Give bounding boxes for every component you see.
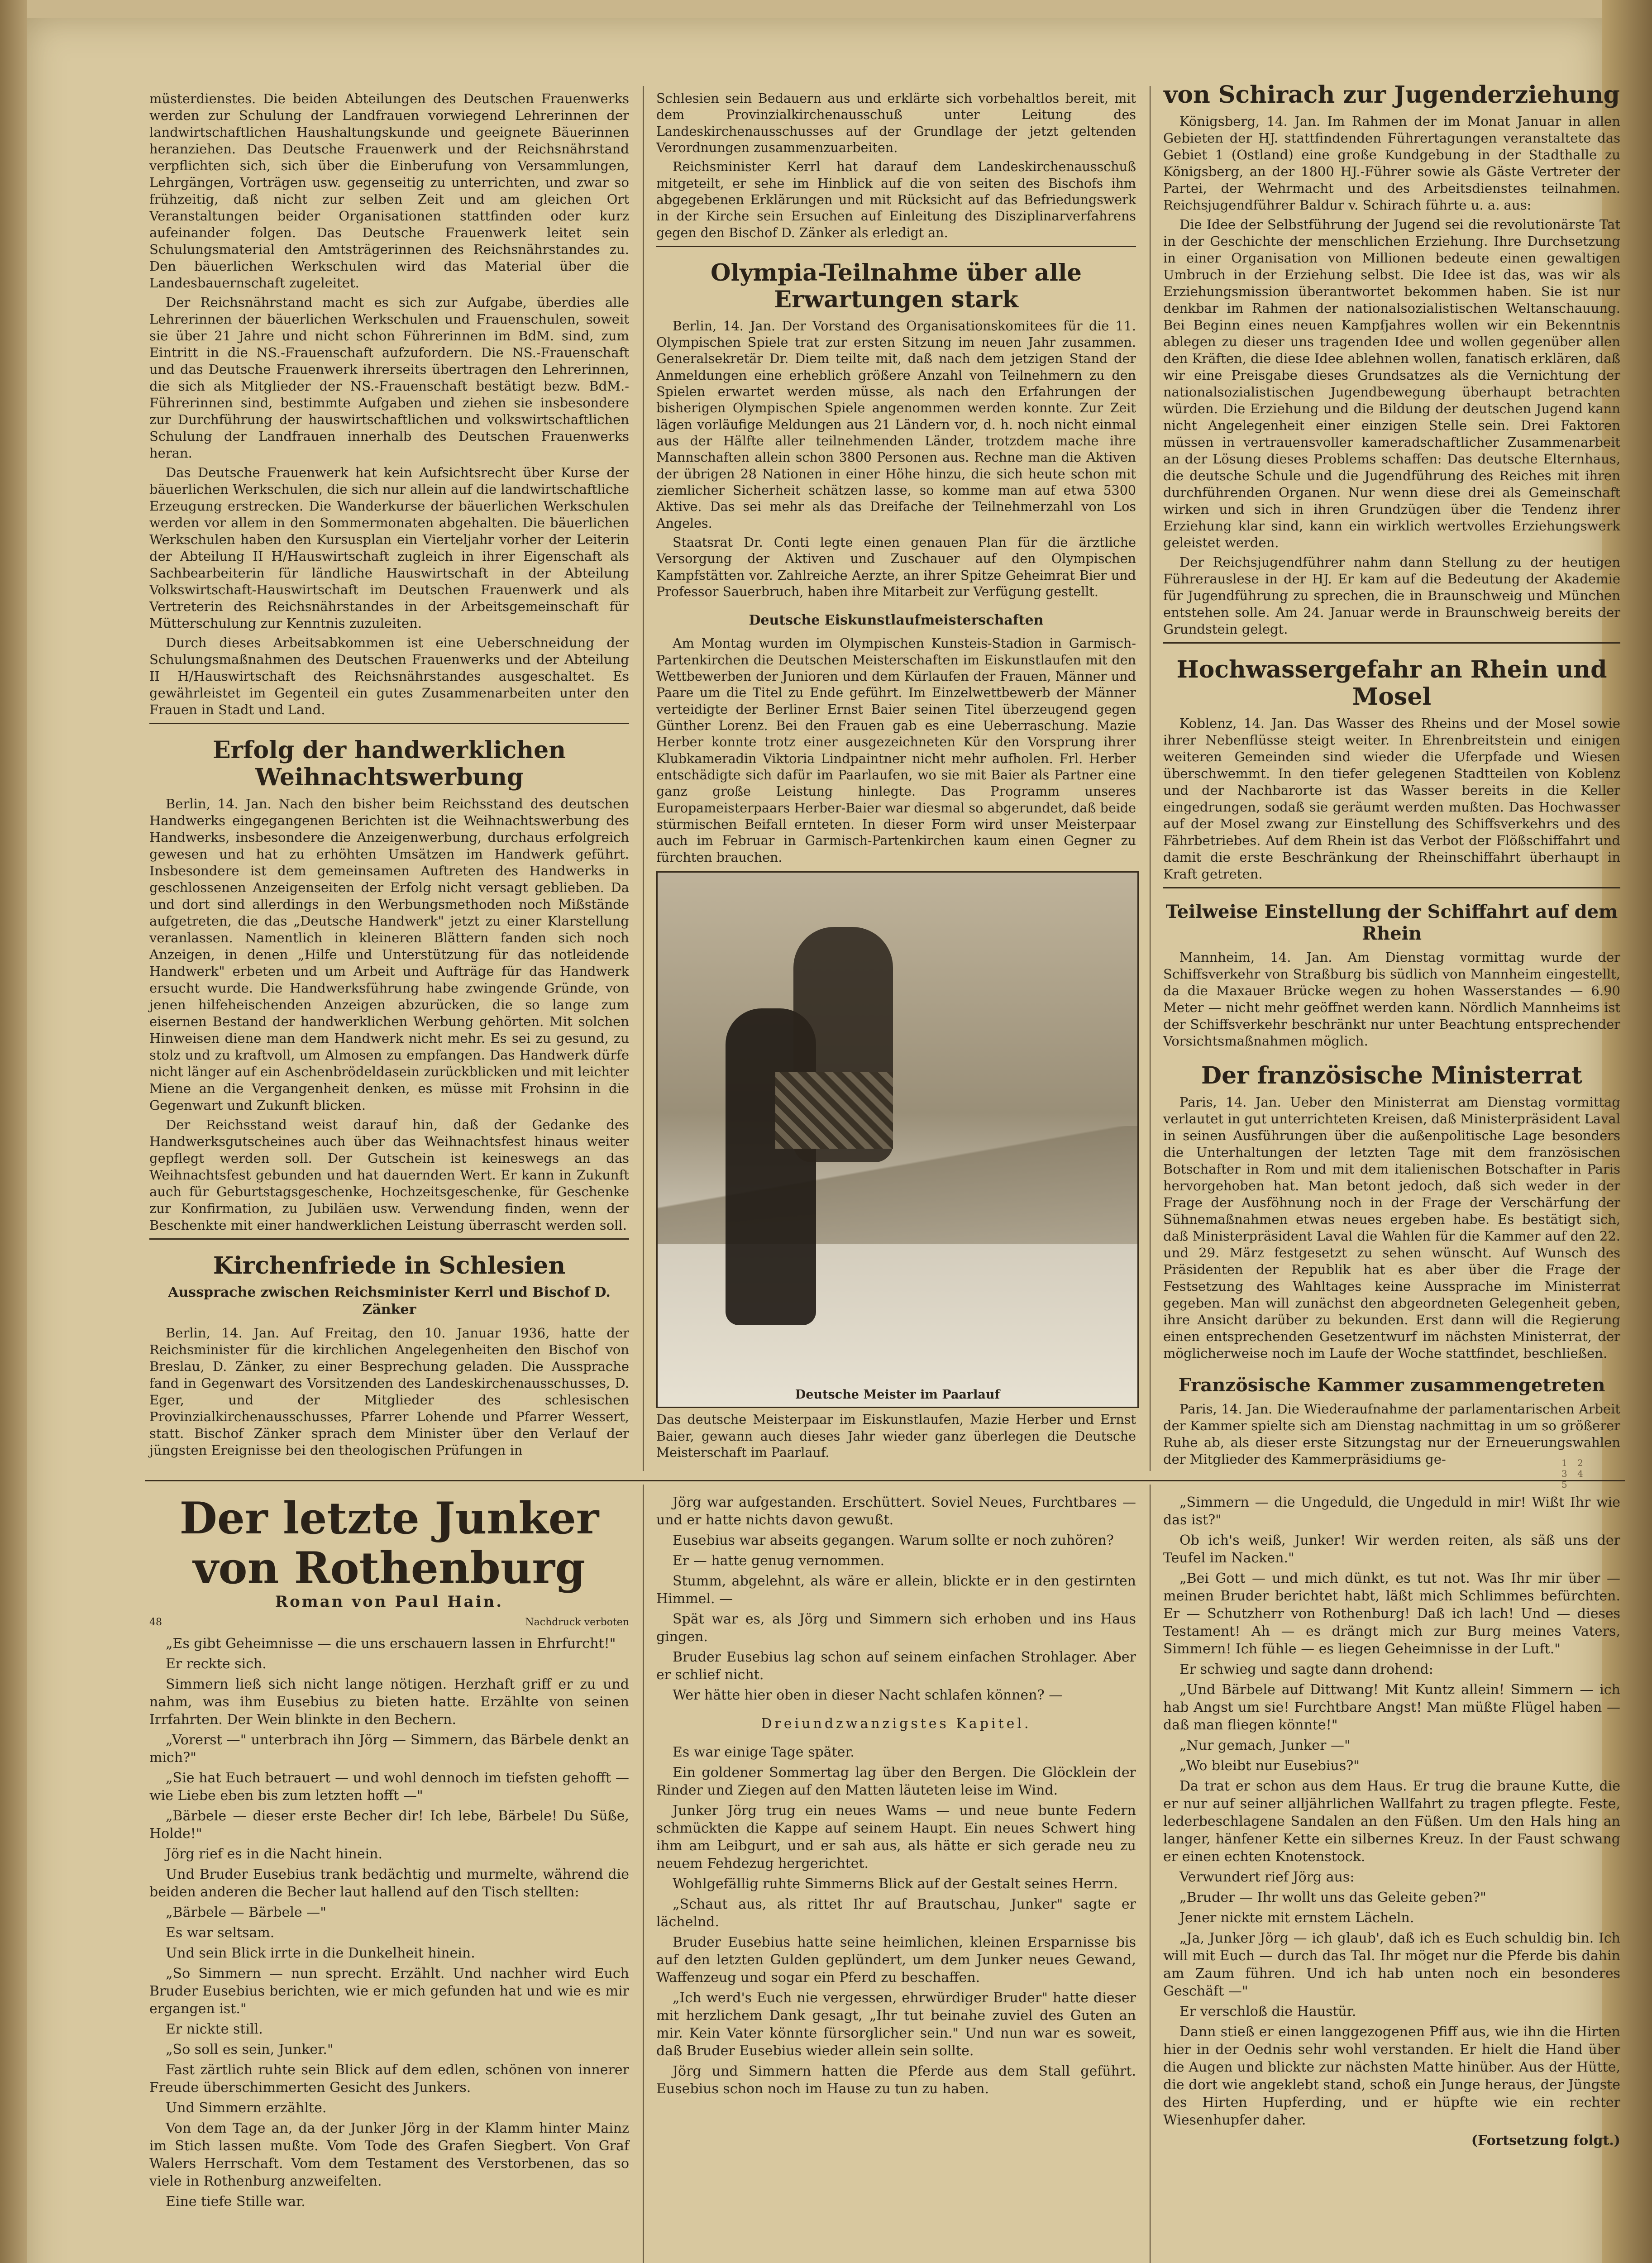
paragraph: Die Idee der Selbstführung der Jugend sei die revolutionärste Tat in der Geschichte der menschlichen Erziehung. Ihre Durchsetzung in einer Organisation von Millionen bedeute einen gewaltigen Umbruch in der Erziehung selbst. Die Idee ist das, was wir als Erziehungsmission überantwortet bekommen haben. Sie ist nur denkbar im Rahmen der nationalsozialistischen Weltanschauung. Bei Beginn eines neuen Kampfjahres wollen wir ein Bekenntnis ablegen zu dieser uns tragenden Idee und wollen gegenüber allen den Kräften, die diese Idee ablehnen wollen, fanatisch erklären, daß wir eine Preisgabe dieses Grundsatzes als die Vernichtung der nationalsozialistischen Jugendbewegung überhaupt betrachten würden. Die Erziehung und die Bildung der deutschen Jugend kann nicht Angelegenheit einer einzigen Stelle sein. Drei Faktoren müssen in vertrauensvoller kameradschaftlicher Zusammenarbeit an der Lösung dieses Problems schaffen: Das deutsche Elternhaus, die deutsche Schule und die Jugendführung des Reiches mit ihren durchführenden Organen. Nur wenn diese drei als Gemeinschaft wirken und sich in ihren Grundzügen über die Tendenz ihrer Erziehung klar sind, kann ein wirklich wertvolles Erziehungswerk geleistet werden.: [1163, 217, 1620, 550]
paragraph: Fast zärtlich ruhte sein Blick auf dem edlen, schönen von innerer Freude überschimmerten Gesicht des Junkers.: [149, 2062, 629, 2096]
paragraph: „Ich werd's Euch nie vergessen, ehrwürdiger Bruder" hatte dieser mit herzlichem Dank gesagt, „Ihr tut beinahe zuviel des Guten an mir. Kein Vater könnte fürsorglicher sein." Und nun war es soweit, daß Bruder Eusebius wieder allein sein sollte.: [656, 1990, 1136, 2059]
paragraph: „Bärbele — dieser erste Becher dir! Ich lebe, Bärbele! Du Süße, Holde!": [149, 1808, 629, 1842]
paragraph: „Sie hat Euch betrauert — und wohl dennoch im tiefsten gehofft — wie Liebe eben bis zum letzten hofft —": [149, 1770, 629, 1804]
paragraph: Er reckte sich.: [166, 1656, 267, 1672]
paragraph: Ein goldener Sommertag lag über den Bergen. Die Glöcklein der Rinder und Ziegen auf den Matten läuteten leise im Wind.: [656, 1765, 1136, 1798]
paragraph: Staatsrat Dr. Conti legte einen genauen Plan für die ärztliche Versorgung der Aktiven und Zuschauer auf den Olympischen Kampfstätten vor. Zahlreiche Aerzte, an ihrer Spitze Geheimrat Bier und Professor Sauerbruch, haben ihre Mitarbeit zur Verfügung gestellt.: [656, 535, 1136, 599]
col1-top-article: [149, 91, 629, 718]
paragraph: Spät war es, als Jörg und Simmern sich erhoben und ins Haus gingen.: [656, 1611, 1136, 1645]
paragraph: Bruder Eusebius lag schon auf seinem einfachen Strohlager. Aber er schlief nicht.: [656, 1649, 1136, 1683]
headline-eiskunst: Deutsche Eiskunstlaufmeisterschaften: [749, 612, 1044, 629]
paragraph: „Und Bärbele auf Dittwang! Mit Kuntz allein! Simmern — ich hab Angst um sie! Furchtbare Angst! Man müßte Flügel haben — daß man fliegen könnte!": [1163, 1682, 1620, 1733]
paragraph: Koblenz, 14. Jan. Das Wasser des Rheins und der Mosel sowie ihrer Nebenflüsse steigt weiter. In Ehrenbreitstein und einigen weiteren Gemeinden sind wieder die Uferpfade und Wiesen überschwemmt. In den tiefer gelegenen Stadtteilen von Koblenz und der Nachbarorte ist das Wasser bereits in die Keller eingedrungen, sodaß sie geräumt werden mußten. Das Hochwasser auf der Mosel zwang zur Einstellung des Schiffsverkehrs und des Fährbetriebes. Auf dem Rhein ist das Verbot der Flößschiffahrt und damit die erste Beschränkung der Rheinschiffahrt überhaupt in Kraft getreten.: [1163, 716, 1620, 882]
headline-kirchen: Kirchenfriede in Schlesien: [213, 1252, 566, 1280]
paragraph: „Schaut aus, als rittet Ihr auf Brautschau, Junker" sagte er lächelnd.: [656, 1896, 1136, 1930]
novel-column-1: [149, 1494, 629, 2213]
novel-meta: [149, 1614, 629, 1631]
paragraph: Es war seltsam.: [166, 1925, 275, 1941]
paragraph: „Bruder — Ihr wollt uns das Geleite geben?": [1179, 1890, 1486, 1905]
paragraph: Eusebius war abseits gegangen. Warum sollte er noch zuhören?: [673, 1533, 1114, 1548]
paragraph: Durch dieses Arbeitsabkommen ist eine Ueberschneidung der Schulungsmaßnahmen des Deutschen Frauenwerks und der Abteilung II H/Hauswirtschaft des Reichsnährstandes ausgeschaltet. Es gewährleistet im Gegenteil ein gutes Zusammenarbeiten unter den Frauen in Stadt und Land.: [149, 635, 629, 717]
photo-caption: Deutsche Meister im Paarlauf: [795, 1387, 1000, 1402]
paragraph: „So soll es sein, Junker.": [166, 2042, 334, 2058]
divider: [1163, 887, 1620, 888]
paragraph: Das Deutsche Frauenwerk hat kein Aufsichtsrecht über Kurse der bäuerlichen Werkschulen, die sich nur allein auf die landwirtschaftliche Erzeugung erstrecken. Die Wanderkurse der bäuerlichen Werkschulen werden vor allem in den Sommermonaten abgehalten. Die bäuerlichen Werkschulen haben den Kursusplan ein Vierteljahr vorher der Leiterin der Abteilung II H/Hauswirtschaft zugleich in ihrer Eigenschaft als Sachbearbeiterin für ländliche Hauswirtschaft in der Abteilung Volkswirtschaft-Hauswirtschaft im Deutschen Frauenwerk und als Vertreterin des Reichsnährstandes in der Arbeitsgemeinschaft für Mütterschulung zur Kenntnis zuzuleiten.: [149, 465, 629, 631]
paragraph: „Ja, Junker Jörg — ich glaub', daß ich es Euch schuldig bin. Ich will mit Euch — durch das Tal. Ihr möget nur die Pferde bis dahin am Zaum führen. Und ich hab unten noch ein besonderes Geschäft —": [1163, 1930, 1620, 1999]
paragraph: „Bärbele — Bärbele —": [166, 1905, 327, 1920]
paragraph: Der Reichsnährstand macht es sich zur Aufgabe, überdies alle Lehrerinnen der bäuerlichen Werkschulen und Frauenschulen, soweit sie über 21 Jahre und nicht schon Führerinnen im BdM. sind, zum Eintritt in die NS.-Frauenschaft aufzufordern. Die NS.-Frauenschaft und das Deutsche Frauenwerk ihrerseits übertragen den Lehrerinnen, die sich als Mitglieder der NS.-Frauenschaft bestätigt bezw. BdM.-Führerinnen sind, bestimmte Aufgaben und ziehen sie insbesondere zur Durchführung der hauswirtschaftlichen und volkswirtschaftlichen Schulung der Landfrauen innerhalb des Deutschen Frauenwerks heran.: [149, 295, 629, 461]
paragraph: Da trat er schon aus dem Haus. Er trug die braune Kutte, die er nur auf seiner alljährlichen Wallfahrt zu tragen pflegte. Feste, lederbeschlagene Sandalen an den Füßen. Um den Hals hing an langer, hänfener Kette ein silbernes Kreuz. In der Faust schwang er einen echten Knotenstock.: [1163, 1778, 1620, 1865]
paragraph: Eine tiefe Stille war.: [166, 2194, 306, 2210]
paragraph: Und sein Blick irrte in die Dunkelheit hinein.: [166, 1945, 475, 1961]
subheadline-kirchen: Aussprache zwischen Reichsminister Kerrl und Bischof D. Zänker: [168, 1284, 611, 1318]
headline-schirach: von Schirach zur Jugenderziehung: [1164, 81, 1620, 109]
paragraph: Junker Jörg trug ein neues Wams — und neue bunte Federn schmückten die Kappe auf seinem Haupt. Ein neues Schwert hing ihm am Leibgurt, und er sah aus, als hätte er sich gerade neu zu neuem Fehdezug hergerichtet.: [656, 1803, 1136, 1872]
paragraph: „Es gibt Geheimnisse — die uns erschauern lassen in Ehrfurcht!": [166, 1636, 616, 1652]
installment-number: 48: [149, 1617, 162, 1628]
continuation-note: (Fortsetzung folgt.): [1471, 2133, 1620, 2148]
paragraph: Berlin, 14. Jan. Auf Freitag, den 10. Januar 1936, hatte der Reichsminister für die kirchlichen Angelegenheiten den Bischof von Breslau, D. Zänker, zu einer Besprechung geladen. Die Aussprache fand in Gegenwart des Vorsitzenden des Landeskirchenausschusses, D. Eger, und der Mitglieder des schlesischen Provinzialkirchenausschusses, Pfarrer Lohende und Pfarrer Wessert, statt. Bischof Zänker sprach dem Minister über den Verlauf der jüngsten Ereignisse bei den theologischen Prüfungen in: [149, 1325, 629, 1458]
novel-title: Der letzte Junker von Rothenburg: [179, 1493, 599, 1594]
headline-ministerrat: Der französische Ministerrat: [1201, 1062, 1582, 1089]
paragraph: Paris, 14. Jan. Die Wiederaufnahme der parlamentarischen Arbeit der Kammer spielte sich am Dienstag nachmittag in um so größerer Ruhe ab, als dieser erste Sitzungstag nur der Erneuerungswahlen der Mitglieder des Kammerpräsidiums ge-: [1163, 1401, 1620, 1467]
paragraph: Jener nickte mit ernstem Lächeln.: [1179, 1910, 1414, 1926]
paragraph: Königsberg, 14. Jan. Im Rahmen der im Monat Januar in allen Gebieten der HJ. stattfindenden Führertagungen veranstaltete das Gebiet 1 (Ostland) eine große Kundgebung in der Stadthalle zu Königsberg, an der 1800 HJ.-Führer sowie als Gäste Vertreter der Partei, der Wehrmacht und des Arbeitsdienstes teilnahmen. Reichsjugendführer Baldur v. Schirach führte u. a. aus:: [1163, 114, 1620, 213]
paragraph: Mannheim, 14. Jan. Am Dienstag vormittag wurde der Schiffsverkehr von Straßburg bis südlich von Mannheim eingestellt, da die Maxauer Brücke wegen zu hohen Wasserstandes — 6.90 Meter — nicht mehr geöffnet werden kann. Nördlich Mannheims ist der Schiffsverkehr beschränkt nur unter Beachtung entsprechender Vorsichtsmaßnahmen möglich.: [1163, 950, 1620, 1049]
paragraph: Von dem Tage an, da der Junker Jörg in der Klamm hinter Mainz im Stich lassen mußte. Vom Tode des Grafen Siegbert. Von Graf Walers Herrschaft. Vom dem Testament des Verstorbenen, das so viele in Rothenburg anzweifelten.: [149, 2120, 629, 2189]
section-rule: [145, 1480, 1625, 1481]
headline-kammer: Französische Kammer zusammengetreten: [1178, 1375, 1605, 1396]
paragraph: Wohlgefällig ruhte Simmerns Blick auf der Gestalt seines Herrn.: [673, 1876, 1118, 1892]
paragraph: Jörg und Simmern hatten die Pferde aus dem Stall geführt. Eusebius schon noch im Hause zu tun zu haben.: [656, 2063, 1136, 2097]
newspaper-page: [27, 18, 1620, 2263]
headline-olympia: Olympia-Teilnahme über alle Erwartungen stark: [711, 259, 1082, 314]
divider: [149, 723, 629, 724]
margin-ruler: 1 2 3 4 5: [1561, 1457, 1587, 1490]
paragraph: Berlin, 14. Jan. Nach den bisher beim Reichsstand des deutschen Handwerks eingegangenen Berichten ist die Weihnachtswerbung des Handwerks, insbesondere die Anzeigenwerbung, durchaus erfolgreich gewesen und hat zu erhöhten Umsätzen im Handwerk geführt. Insbesondere ist dem gemeinsamen Auftreten des Handwerks in geschlossenen Anzeigenseiten der Erfolg nicht versagt geblieben. Da und dort sind allerdings in den Werbungsmethoden noch Mißstände aufgetreten, die das „Deutsche Handwerk" jetzt zu einer Klarstellung veranlassen. Namentlich in kleineren Blättern fanden sich noch Anzeigen, in denen „Hilfe und Unterstützung für das notleidende Handwerk" erbeten und um Arbeit und Aufträge für das Handwerk ersucht wurde. Die Handwerksführung habe zwingende Gründe, von jenen hilfeheischenden Anzeigen abzurücken, die so lange zum eisernen Bestand der handwerklichen Werbung gehörten. Mit solchen Hinweisen diene man dem Handwerk nicht mehr. Es sei zu gesund, zu stolz und zu kraftvoll, um Almosen zu empfangen. Das Handwerk dürfe nicht länger auf ein Aschenbrödeldasein zurückblicken und mit leichter Miene an die Vergangenheit denken, es müsse mit Frohsinn in die Gegenwart und Zukunft blicken.: [149, 796, 629, 1113]
paragraph: „Bei Gott — und mich dünkt, es tut not. Was Ihr mir über — meinen Bruder berichtet habt, läßt mich Schlimmes befürchten. Er — Schutzherr von Rothenburg! Daß ich lach! Und — dieses Testament! Ah — es drängt mich zur Burg meines Vaters, Simmern! Ich fühle — es liegen Geheimnisse in der Luft.": [1163, 1571, 1620, 1657]
reprint-note: Nachdruck verboten: [525, 1617, 629, 1628]
novel-author: Roman von Paul Hain.: [275, 1593, 504, 1611]
column-3: [1163, 81, 1620, 1470]
novel-column-2: [656, 1494, 1136, 2101]
photo-text: Das deutsche Meisterpaar im Eiskunstlaufen, Mazie Herber und Ernst Baier, gewann auch dieses Jahr wieder ganz überlegen die Deutsche Meisterschaft im Paarlauf.: [656, 1412, 1136, 1460]
paragraph: Jörg war aufgestanden. Erschüttert. Soviel Neues, Furchtbares — und er hatte nichts davon gewußt.: [656, 1494, 1136, 1528]
paragraph: Er verschloß die Haustür.: [1179, 2004, 1356, 2020]
paragraph: Er schwieg und sagte dann drohend:: [1179, 1661, 1433, 1677]
column-rule: [1150, 86, 1151, 1471]
paragraph: Bruder Eusebius hatte seine heimlichen, kleinen Ersparnisse bis auf den letzten Gulden geplündert, um dem Junker neues Gewand, Waffenzeug und sogar ein Pferd zu beschaffen.: [656, 1934, 1136, 1986]
paragraph: Am Montag wurden im Olympischen Kunsteis-Stadion in Garmisch-Partenkirchen die Deutschen Meisterschaften im Eiskunstlaufen mit den Wettbewerben der Junioren und dem Kürlaufen der Frauen, Männer und Paare um die Titel zu Ende geführt. Im Einzelwettbewerb der Männer verteidigte der Berliner Ernst Baier seinen Titel überzeugend gegen Günther Lorenz. Bei den Frauen gab es eine Ueberraschung. Mazie Herber konnte trotz einer ausgezeichneten Kür den Vorsprung ihrer Klubkameradin Viktoria Lindpaintner nicht mehr aufholen. Frl. Herber entschädigte sich dafür im Paarlaufen, wo sie mit Baier als Partner eine ganz große Leistung hinlegte. Das Programm unseres Europameisterpaars Herber-Baier war diesmal so abgerundet, daß beide stürmischen Beifall ernteten. In dieser Form wird unser Meisterpaar auch im Februar in Garmisch-Partenkirchen kaum einen Gegner zu fürchten brauchen.: [656, 636, 1136, 865]
paragraph: Berlin, 14. Jan. Der Vorstand des Organisationskomitees für die 11. Olympischen Spiele trat zur ersten Sitzung im neuen Jahr zusammen. Generalsekretär Dr. Diem teilte mit, daß nach dem jetzigen Stand der Anmeldungen eine erheblich größere Anzahl von Teilnehmern zu den Spielen erwartet werden müsse, als nach den Erfahrungen der bisherigen Olympischen Spiele angenommen werden konnte. Zur Zeit lägen vorläufige Meldungen aus 21 Ländern vor, d. h. noch nicht einmal aus der Hälfte aller teilnehmenden Länder, trotzdem mache ihre Mannschaften allein schon 3800 Personen aus. Rechne man die Aktiven der übrigen 28 Nationen in einer Höhe hinzu, die sich heute schon mit ziemlicher Sicherheit schätzen lasse, so komme man auf etwa 5300 Aktive. Das sei mehr als das Dreifache der Teilnehmerzahl von Los Angeles.: [656, 318, 1136, 531]
paragraph: Es war einige Tage später.: [673, 1744, 855, 1760]
paragraph: müsterdienstes. Die beiden Abteilungen des Deutschen Frauenwerks werden zur Schulung der Landfrauen vorwiegend Lehrerinnen der landwirtschaftlichen Haushaltungskunde und geeignete Bäuerinnen heranziehen. Das Deutsche Frauenwerk und der Reichsnährstand verpflichten sich, sich über die Einberufung von Versammlungen, Lehrgängen, Vorträgen usw. gegenseitig zu unterrichten, und zwar so frühzeitig, daß nicht zur selben Zeit und am gleichen Ort Veranstaltungen beider Organisationen stattfinden oder kurz aufeinander folgen. Das Deutsche Frauenwerk leitet sein Schulungsmaterial den Amtsträgerinnen des Reichsnährstandes zu. Den bäuerlichen Werkschulen wird das Material über die Landesbauernschaft zugeleitet.: [149, 91, 629, 291]
column-1: [149, 91, 629, 1461]
headline-schiffahrt: Teilweise Einstellung der Schiffahrt auf dem Rhein: [1165, 901, 1618, 944]
paragraph: Der Reichsjugendführer nahm dann Stellung zu der heutigen Führerauslese in der HJ. Er kam auf die Bedeutung der Akademie für Jugendführung zu sprechen, die in Braunschweig und München entstehen solle. Am 24. Januar werde in Braunschweig bereits der Grundstein gelegt.: [1163, 554, 1620, 637]
paragraph: „Nur gemach, Junker —": [1179, 1738, 1351, 1753]
column-rule: [643, 1485, 644, 2263]
paragraph: Ob ich's weiß, Junker! Wir werden reiten, als säß uns der Teufel im Nacken.": [1163, 1533, 1620, 1566]
paragraph: Paris, 14. Jan. Ueber den Ministerrat am Dienstag vormittag verlautet in gut unterrichteten Kreisen, daß Ministerpräsident Laval in seinen Ausführungen über die außenpolitische Lage besonders die Unterhaltungen der letzten Tage mit dem französischen Botschafter in Rom und mit dem italienischen Botschafter in Paris hervorgehoben hat. Man betont jedoch, daß sich weder in der Frage der Ausföhnung noch in der Frage der Verschärfung der Sühnemaßnahmen etwas neues ergeben habe. Es bestätigt sich, daß Ministerpräsident Laval die Wahlen für die Kammer auf den 22. und 29. März festgesetzt zu sehen wünscht. Auf Wunsch des Präsidenten der Republik hat es aber über die Frage der Festsetzung des Wahltages keine Aussprache im Ministerrat gegeben. Man will zunächst den abgeordneten Gelegenheit geben, ihre Ansicht darüber zu bekunden. Erst dann will die Regierung einen entsprechenden Gesetzentwurf im nächsten Ministerrat, der möglicherweise noch im Laufe der Woche stattfindet, beschließen.: [1163, 1094, 1620, 1361]
paragraph: Er — hatte genug vernommen.: [673, 1553, 885, 1569]
photo-paarlauf: [656, 871, 1139, 1408]
paragraph: Wer hätte hier oben in dieser Nacht schlafen können? —: [673, 1687, 1063, 1703]
paragraph: „Wo bleibt nur Eusebius?": [1179, 1758, 1360, 1774]
paragraph: Jörg rief es in die Nacht hinein.: [166, 1846, 383, 1862]
paragraph: Simmern ließ sich nicht lange nötigen. Herzhaft griff er zu und nahm, was ihm Eusebius zu bieten hatte. Erzählte von seinen Irrfahrten. Der Wein blinkte in den Bechern.: [149, 1676, 629, 1728]
paragraph: Schlesien sein Bedauern aus und erklärte sich vorbehaltlos bereit, mit dem Provinzialkirchenausschuß unter Leitung des Landeskirchenausschusses auf der Grundlage der jetzt geltenden Verordnungen zusammenzuarbeiten.: [656, 91, 1136, 156]
column-rule: [643, 86, 644, 1471]
paragraph: „So Simmern — nun sprecht. Erzählt. Und nachher wird Euch Bruder Eusebius berichten, wie er mich gefunden hat und wie es mir ergangen ist.": [149, 1966, 629, 2017]
divider: [149, 1238, 629, 1240]
divider: [656, 246, 1136, 247]
paragraph: „Vorerst —" unterbrach ihn Jörg — Simmern, das Bärbele denkt an mich?": [149, 1732, 629, 1766]
paragraph: Dann stieß er einen langgezogenen Pfiff aus, wie ihn die Hirten hier in der Oednis sehr wohl verstanden. Er hielt die Hand über die Augen und blickte zur nächsten Matte hinüber. Aus der Hütte, die dort wie angeklebt stand, schoß ein Junge heraus, der Jüngste des Hirten Hupferding, und er hüpfte wie ein rechter Wiesenhupfer daher.: [1163, 2024, 1620, 2128]
headline-hochwasser: Hochwassergefahr an Rhein und Mosel: [1176, 656, 1607, 711]
paragraph: Stumm, abgelehnt, als wäre er allein, blickte er in den gestirnten Himmel. —: [656, 1573, 1136, 1607]
paragraph: Er nickte still.: [166, 2021, 263, 2037]
novel-column-3: [1163, 1494, 1620, 2152]
paragraph: „Simmern — die Ungeduld, die Ungeduld in mir! Wißt Ihr wie das ist?": [1163, 1494, 1620, 1528]
paragraph: Verwundert rief Jörg aus:: [1179, 1869, 1355, 1885]
book-binding: [0, 0, 27, 2263]
paragraph: Reichsminister Kerrl hat darauf dem Landeskirchenausschuß mitgeteilt, er sehe im Hinblick auf die von seiten des Bischofs ihm abgegebenen Erklärungen und mit Rücksicht auf das Befriedungswerk in der Kirche sein Ersuchen auf Einleitung des Disziplinarverfahrens gegen den Bischof D. Zänker als erledigt an.: [656, 159, 1136, 240]
divider: [1163, 642, 1620, 644]
column-rule: [1150, 1485, 1151, 2263]
column-2: [656, 91, 1136, 1464]
photo-skirt: [775, 1072, 893, 1149]
chapter-heading: Dreiundzwanzigstes Kapitel.: [761, 1716, 1031, 1732]
paragraph: Und Bruder Eusebius trank bedächtig und murmelte, während die beiden anderen die Becher laut hallend auf den Tisch stellten:: [149, 1867, 629, 1900]
paragraph: Der Reichsstand weist darauf hin, daß der Gedanke des Handwerksgutscheines auch über das Weihnachtsfest hinaus weiter gepflegt werden soll. Der Gutschein ist keineswegs an das Weihnachtsfest gebunden und hat dauernden Wert. Er kann in Zukunft auch für Geburtstagsgeschenke, Hochzeitsgeschenke, für Geschenke zur Konfirmation, zu Jubiläen usw. Verwendung finden, wenn der Beschenkte mit einer handwerklichen Leistung überrascht werden soll.: [149, 1117, 629, 1233]
paragraph: Und Simmern erzählte.: [166, 2100, 327, 2116]
headline-erfolg: Erfolg der handwerklichen Weihnachtswerbung: [212, 736, 566, 791]
